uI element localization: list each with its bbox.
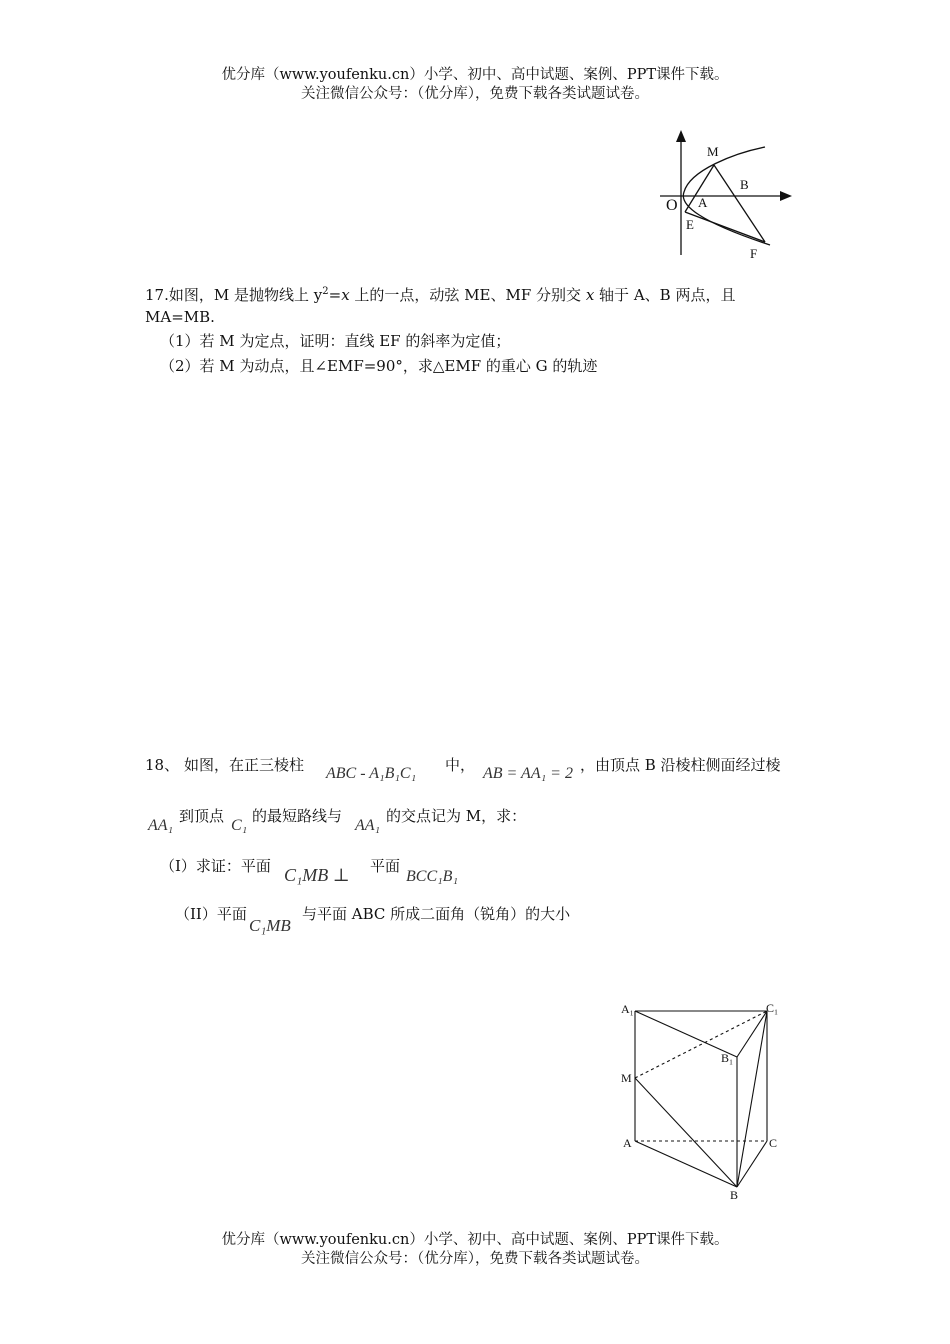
- label-B: B: [730, 1188, 739, 1202]
- segment-MB: [635, 1078, 737, 1187]
- q17-part-2: （2）若 M 为动点，且∠EMF=90°，求△EMF 的重心 G 的轨迹: [160, 357, 598, 375]
- label-A1: A₁: [621, 1002, 634, 1016]
- q18-part-2-b: 与平面 ABC 所成二面角（锐角）的大小: [302, 905, 571, 923]
- label-M: M: [707, 144, 719, 159]
- edge-BC: [737, 1141, 767, 1187]
- q18-text-6: 的交点记为 M，求：: [386, 807, 527, 825]
- q18-condition-formula: AB = AA₁ = 2: [483, 765, 573, 782]
- q17-part-1: （1）若 M 为定点，证明：直线 EF 的斜率为定值；: [160, 332, 511, 350]
- x-axis-arrow: [780, 191, 792, 201]
- footer-line-1: 优分库（www.youfenku.cn）小学、初中、高中试题、案例、PPT课件下载。: [221, 1232, 729, 1248]
- q18-text-2: 中，: [445, 756, 476, 774]
- edge-AB: [635, 1141, 737, 1187]
- q18-part-2-formula: C₁MB: [249, 916, 291, 935]
- label-F: F: [750, 246, 758, 261]
- header-line-1: 优分库（www.youfenku.cn）小学、初中、高中试题、案例、PPT课件下载。: [221, 67, 729, 83]
- label-B1: B₁: [721, 1051, 734, 1065]
- q18-number: 18、: [145, 756, 180, 774]
- label-A: A: [623, 1136, 632, 1150]
- label-A: A: [698, 195, 708, 210]
- q17-line-1: 17.如图，M 是抛物线上 $y^2=x$ 上的一点，动弦 ME、MF 分别交 x 轴于 A、B 两点，且: [145, 286, 736, 304]
- segment-MC1-hidden: [635, 1011, 767, 1078]
- q17-number: 17.: [145, 286, 169, 304]
- q18-c1-formula: C₁: [231, 817, 248, 834]
- prism-figure: [615, 995, 785, 1205]
- q18-text-5: 的最短路线与: [252, 807, 343, 825]
- label-C1: C₁: [766, 1001, 779, 1015]
- q18-text-4: 到顶点: [179, 807, 225, 825]
- label-M: M: [621, 1071, 632, 1085]
- segment-C1B: [737, 1011, 767, 1187]
- q18-prism-formula: ABC - A₁B₁C₁: [326, 765, 417, 782]
- label-C: C: [769, 1136, 778, 1150]
- parabola-figure: [650, 124, 800, 264]
- q18-part-1-formula-2: BCC₁B₁: [406, 868, 459, 885]
- q17-line-2: MA=MB.: [145, 308, 215, 326]
- label-E: E: [686, 217, 694, 232]
- y-axis-arrow: [676, 130, 686, 142]
- segment-EF: [685, 212, 765, 242]
- q18-text-3: ，由顶点 B 沿棱柱侧面经过棱: [580, 756, 781, 774]
- footer-line-2: 关注微信公众号：（优分库），免费下载各类试题试卷。: [301, 1251, 649, 1267]
- q18-text-1: 如图，在正三棱柱: [184, 756, 305, 774]
- label-O: O: [666, 197, 678, 214]
- q18-part-1-a: （I）求证：平面: [160, 857, 271, 875]
- q18-aa1-formula: AA₁: [148, 817, 174, 834]
- q18-part-2-a: （II）平面: [175, 905, 247, 923]
- header-line-2: 关注微信公众号：（优分库），免费下载各类试题试卷。: [301, 86, 649, 102]
- label-B: B: [740, 177, 749, 192]
- edge-B1C1: [737, 1011, 767, 1057]
- q18-part-1-formula: C₁MB ⊥: [284, 865, 350, 885]
- q18-part-1-b: 平面: [370, 857, 401, 875]
- q18-aa1b-formula: AA₁: [355, 817, 381, 834]
